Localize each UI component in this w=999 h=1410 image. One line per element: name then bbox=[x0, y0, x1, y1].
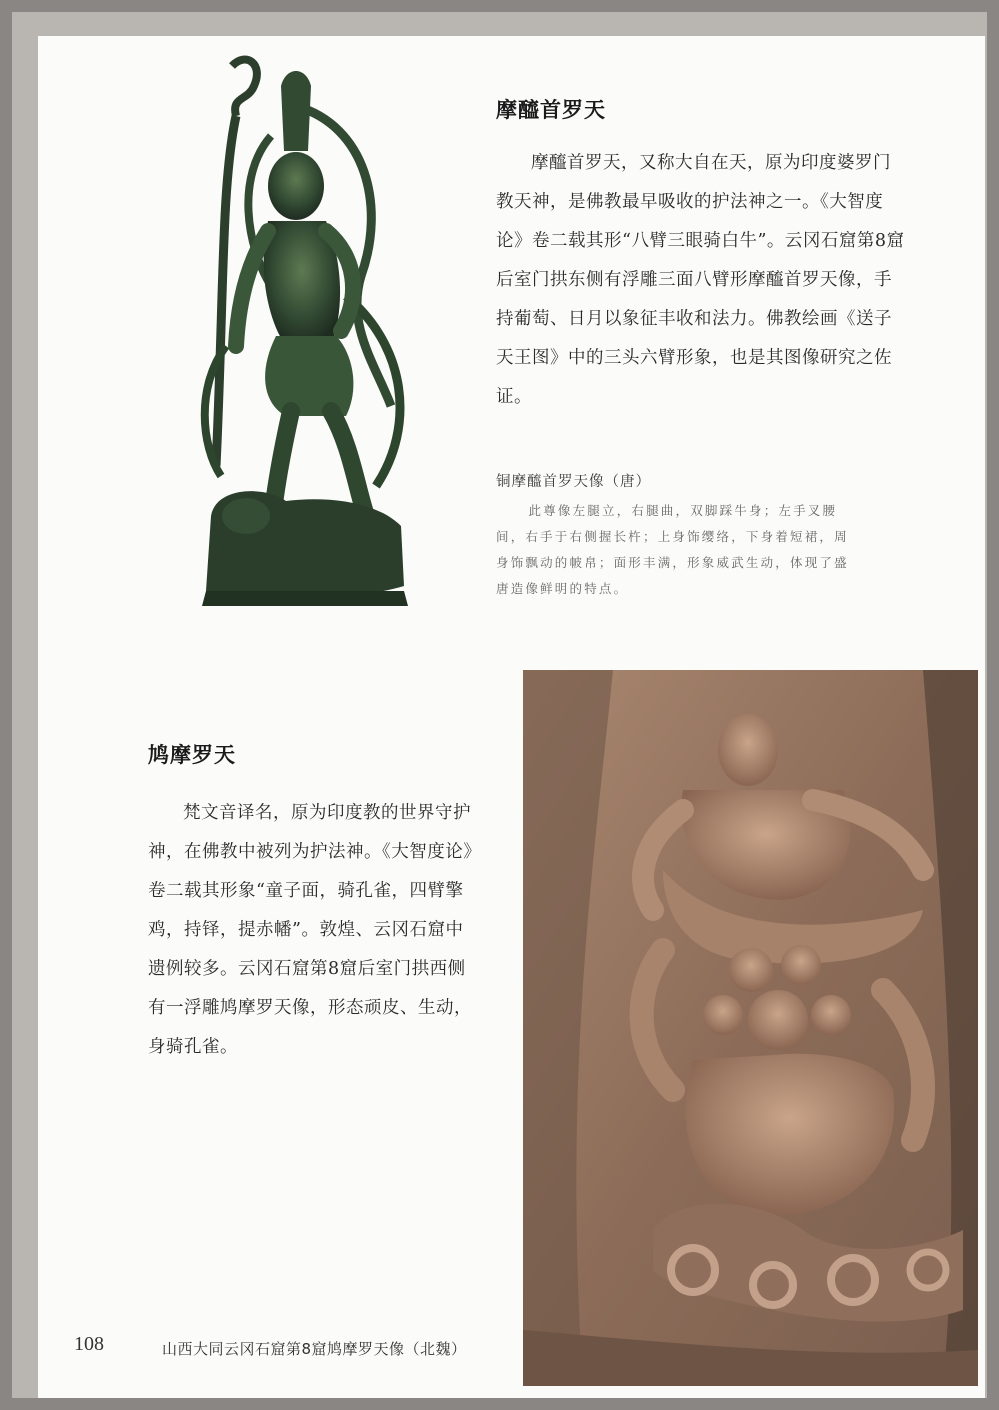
section-title-kumara: 鸠摩罗天 bbox=[148, 743, 236, 767]
book-page bbox=[38, 36, 985, 1398]
photo-caption-title-bronze: 铜摩醯首罗天像（唐） bbox=[496, 474, 651, 490]
page-number: 108 bbox=[74, 1333, 104, 1355]
photo-caption-body-bronze: 此尊像左腿立，右腿曲，双脚踩牛身；左手叉腰间，右手于右侧握长杵；上身饰缨络，下身着短裙，周身饰飘动的帔帛；面形丰满，形象威武生动，体现了盛唐造像鲜明的特点。 bbox=[496, 503, 849, 596]
stone-relief-photo bbox=[523, 670, 978, 1386]
section-body-maheshvara: 摩醯首罗天，又称大自在天，原为印度婆罗门教天神，是佛教最早吸收的护法神之一。《大智度论》卷二载其形“八臂三眼骑白牛”。云冈石窟第8窟后室门拱东侧有浮雕三面八臂形摩醯首罗天像，手持葡萄、日月以象征丰收和法力。佛教绘画《送子天王图》中的三头六臂形象，也是其图像研究之佐证。 bbox=[496, 153, 905, 407]
bronze-statue-photo bbox=[176, 46, 426, 606]
page-frame bbox=[12, 12, 987, 1398]
photo-caption-relief: 山西大同云冈石窟第8窟鸠摩罗天像（北魏） bbox=[162, 1340, 467, 1358]
section-body-kumara: 梵文音译名，原为印度教的世界守护神，在佛教中被列为护法神。《大智度论》卷二载其形象“童子面，骑孔雀，四臂擎鸡，持铎，提赤幡”。敦煌、云冈石窟中遗例较多。云冈石窟第8窟后室门拱西侧有一浮雕鸠摩罗天像，形态顽皮、生动，身骑孔雀。 bbox=[148, 803, 473, 1057]
section-title-maheshvara: 摩醯首罗天 bbox=[496, 98, 606, 122]
